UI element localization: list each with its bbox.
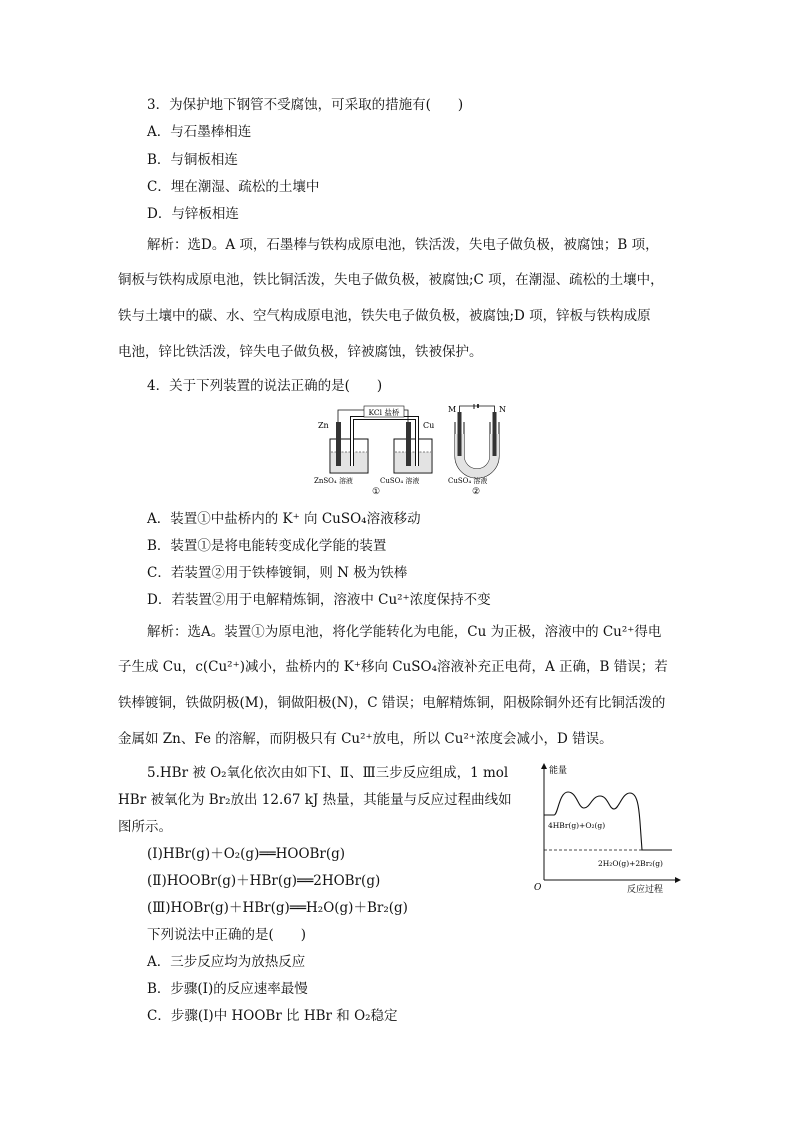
- device-2-electrolytic-cell: [448, 404, 506, 497]
- origin-label: O: [534, 883, 542, 893]
- n-electrode-label: N: [499, 405, 506, 414]
- cuso4-solution-label: CuSO₄ 溶液: [380, 477, 420, 485]
- q4-analysis-line: 金属如 Zn、Fe 的溶解，而阴极只有 Cu²⁺放电，所以 Cu²⁺浓度会减小，D 错误。: [118, 731, 613, 747]
- device-1-label: ①: [372, 487, 381, 497]
- q3-option-b: B．与铜板相连: [147, 152, 238, 168]
- q5-stem-line: 图所示。: [118, 819, 172, 835]
- q3-analysis-line: 解析：选D。A 项，石墨棒与铁构成原电池，铁活泼，失电子做负极，被腐蚀；B 项，: [147, 237, 659, 253]
- q3-analysis-line: 电池，锌比铁活泼，锌失电子做负极，锌被腐蚀，铁被保护。: [118, 344, 483, 360]
- q5-reaction-2: (Ⅱ)HOOBr(g)＋HBr(g)══2HOBr(g): [147, 873, 381, 889]
- q4-option-d: D．若装置②用于电解精炼铜，溶液中 Cu²⁺浓度保持不变: [147, 592, 491, 608]
- q3-stem: 3．为保护地下钢管不受腐蚀，可采取的措施有( ): [147, 97, 464, 113]
- q3-analysis-line: 铜板与铁构成原电池，铁比铜活泼，失电子做负极，被腐蚀;C 项，在潮湿、疏松的土壤中，: [118, 272, 664, 288]
- salt-bridge-label: KCl 盐桥: [368, 408, 400, 417]
- electrochem-apparatus-figure: [312, 404, 512, 499]
- q3-analysis-line: 铁与土壤中的碳、水、空气构成原电池，铁失电子做负极，被腐蚀;D 项，锌板与铁构成原: [118, 308, 651, 324]
- y-axis-label: 能量: [549, 766, 568, 776]
- m-electrode-label: M: [448, 405, 457, 414]
- x-axis-label: 反应过程: [627, 885, 664, 894]
- q4-analysis-line: 解析：选A。装置①为原电池，将化学能转化为电能，Cu 为正极，溶液中的 Cu²⁺得电: [147, 624, 662, 640]
- q5-stem-line: 5.HBr 被 O₂氧化依次由如下Ⅰ、Ⅱ、Ⅲ三步反应组成，1 mol: [147, 765, 509, 781]
- device-2-label: ②: [472, 487, 481, 497]
- cu-electrode-label: Cu: [423, 421, 435, 430]
- q5-reaction-3: (Ⅲ)HOBr(g)＋HBr(g)══H₂O(g)＋Br₂(g): [147, 900, 408, 916]
- q3-option-d: D．与锌板相连: [147, 206, 239, 222]
- q5-option-c: C．步骤(Ⅰ)中 HOOBr 比 HBr 和 O₂稳定: [147, 1008, 398, 1024]
- q4-analysis-line: 子生成 Cu，c(Cu²⁺)减小，盐桥内的 K⁺移向 CuSO₄溶液补充正电荷，A 正确，B 错误；若: [118, 659, 668, 675]
- q4-analysis-line: 铁棒镀铜，铁做阴极(M)，铜做阳极(N)，C 错误；电解精炼铜，阳极除铜外还有比铜活泼的: [118, 695, 666, 711]
- q3-option-a: A．与石墨棒相连: [147, 124, 252, 140]
- q4-option-b: B．装置①是将电能转变成化学能的装置: [147, 538, 387, 554]
- q5-option-b: B．步骤(Ⅰ)的反应速率最慢: [147, 981, 308, 997]
- products-label: 2H₂O(g)+2Br₂(g): [598, 859, 663, 868]
- q4-option-c: C．若装置②用于铁棒镀铜，则 N 极为铁棒: [147, 565, 408, 581]
- q4-stem: 4．关于下列装置的说法正确的是( ): [147, 378, 383, 394]
- q5-option-a: A．三步反应均为放热反应: [147, 954, 306, 970]
- q5-stem-line: HBr 被氧化为 Br₂放出 12.67 kJ 热量，其能量与反应过程曲线如: [118, 792, 512, 808]
- q3-option-c: C．埋在潮湿、疏松的土壤中: [147, 179, 320, 195]
- energy-profile-graph: [532, 762, 682, 894]
- q5-question: 下列说法中正确的是( ): [147, 927, 307, 943]
- cuso4-solution-label-2: CuSO₄ 溶液: [448, 477, 488, 485]
- zn-electrode-label: Zn: [318, 421, 329, 430]
- q4-option-a: A．装置①中盐桥内的 K⁺ 向 CuSO₄溶液移动: [147, 511, 421, 527]
- znso4-solution-label: ZnSO₄ 溶液: [314, 477, 353, 485]
- q5-reaction-1: (Ⅰ)HBr(g)＋O₂(g)══HOOBr(g): [147, 846, 346, 862]
- device-1-galvanic-cell: [314, 406, 434, 497]
- reactants-label: 4HBr(g)+O₂(g): [548, 821, 606, 830]
